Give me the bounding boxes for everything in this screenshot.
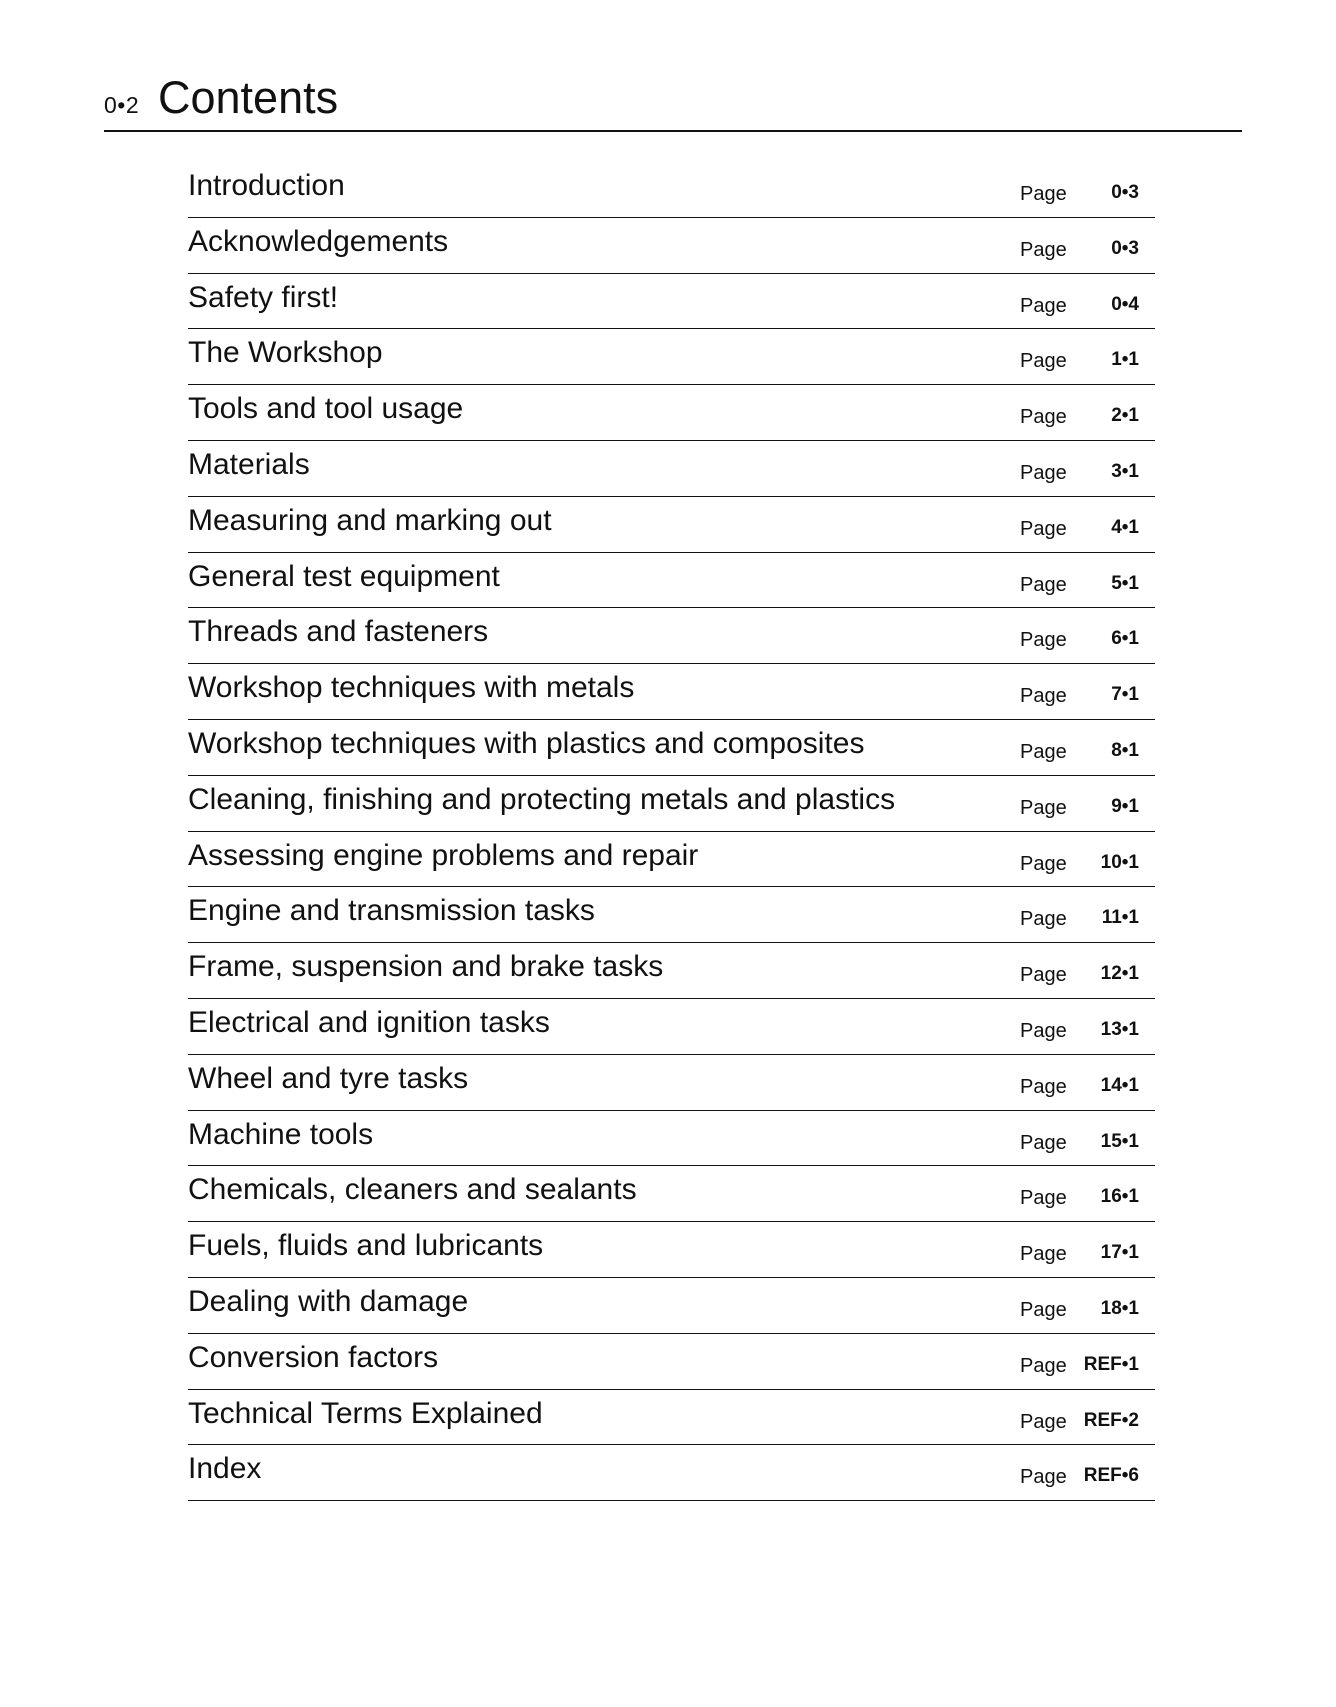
toc-page-label: Page bbox=[1020, 685, 1067, 708]
toc-page-label: Page bbox=[1020, 1187, 1067, 1210]
toc-entry[interactable] bbox=[188, 329, 1155, 385]
toc-entry-title: Measuring and marking out bbox=[188, 503, 552, 537]
toc-entry-title: Safety first! bbox=[188, 280, 339, 314]
toc-entry[interactable] bbox=[188, 497, 1155, 553]
toc-entry[interactable] bbox=[188, 1334, 1155, 1390]
toc-entry-title: Electrical and ignition tasks bbox=[188, 1005, 550, 1039]
toc-page-number: 16•1 bbox=[1100, 1186, 1139, 1208]
toc-entry-title: Conversion factors bbox=[188, 1340, 439, 1374]
toc-entry[interactable] bbox=[188, 1390, 1155, 1446]
toc-page-label: Page bbox=[1020, 629, 1067, 652]
toc-page-label: Page bbox=[1020, 350, 1067, 373]
toc-page-number: 3•1 bbox=[1111, 460, 1139, 482]
toc-entry-title: Tools and tool usage bbox=[188, 392, 464, 426]
toc-entry-title: Index bbox=[188, 1452, 262, 1486]
toc-page-number: 11•1 bbox=[1101, 907, 1139, 929]
toc-entry-title: General test equipment bbox=[188, 559, 500, 593]
toc-page-label: Page bbox=[1020, 1298, 1067, 1321]
toc-page-number: 6•1 bbox=[1111, 628, 1139, 650]
toc-entry[interactable] bbox=[188, 1055, 1155, 1111]
toc-page-label: Page bbox=[1020, 1243, 1067, 1266]
toc-entry-title: The Workshop bbox=[188, 336, 383, 370]
toc-page-label: Page bbox=[1020, 406, 1067, 429]
toc-page-number: 4•1 bbox=[1111, 516, 1139, 538]
toc-page-label: Page bbox=[1020, 1466, 1067, 1489]
toc-page-label: Page bbox=[1020, 796, 1067, 819]
toc-page-number: 8•1 bbox=[1111, 739, 1139, 761]
toc-page-number: 13•1 bbox=[1100, 1018, 1139, 1040]
toc-page-label: Page bbox=[1020, 740, 1067, 763]
toc-page-number: 0•3 bbox=[1111, 237, 1139, 259]
toc-entry-title: Frame, suspension and brake tasks bbox=[188, 950, 664, 984]
toc-page-number: 0•3 bbox=[1111, 182, 1139, 203]
toc-entry[interactable] bbox=[188, 441, 1155, 497]
toc-entry[interactable] bbox=[188, 720, 1155, 776]
toc-entry[interactable] bbox=[188, 999, 1155, 1055]
toc-entry[interactable] bbox=[188, 274, 1155, 330]
toc-page-label: Page bbox=[1020, 852, 1067, 875]
toc-entry-title: Materials bbox=[188, 447, 310, 481]
toc-page-number: 14•1 bbox=[1100, 1074, 1139, 1096]
toc-entry-title: Engine and transmission tasks bbox=[188, 894, 595, 928]
toc-entry[interactable] bbox=[188, 608, 1155, 664]
toc-page-number: 5•1 bbox=[1111, 572, 1139, 594]
toc-page-label: Page bbox=[1020, 183, 1067, 205]
toc-page-number: REF•1 bbox=[1083, 1353, 1139, 1375]
toc-entry[interactable] bbox=[188, 218, 1155, 274]
toc-entry[interactable] bbox=[188, 1278, 1155, 1334]
toc-page-number: 7•1 bbox=[1111, 684, 1139, 706]
toc-page-label: Page bbox=[1020, 1019, 1067, 1042]
table-of-contents bbox=[188, 162, 1155, 1501]
toc-entry[interactable] bbox=[188, 776, 1155, 832]
toc-page-label: Page bbox=[1020, 238, 1067, 261]
toc-entry-title: Dealing with damage bbox=[188, 1284, 469, 1318]
toc-entry-title: Threads and fasteners bbox=[188, 615, 489, 649]
toc-page-label: Page bbox=[1020, 908, 1067, 931]
toc-page-label: Page bbox=[1020, 1131, 1067, 1154]
toc-entry-title: Workshop techniques with metals bbox=[188, 671, 635, 705]
toc-page-number: 2•1 bbox=[1111, 405, 1139, 427]
toc-page-label: Page bbox=[1020, 461, 1067, 484]
toc-entry[interactable] bbox=[188, 887, 1155, 943]
toc-page-label: Page bbox=[1020, 1354, 1067, 1377]
toc-page-number: REF•6 bbox=[1083, 1465, 1139, 1487]
toc-page-number: 18•1 bbox=[1100, 1297, 1139, 1319]
page-header bbox=[104, 70, 1242, 132]
toc-page-number: 10•1 bbox=[1100, 851, 1139, 873]
toc-entry[interactable] bbox=[188, 1111, 1155, 1167]
toc-page-number: 0•4 bbox=[1111, 293, 1139, 315]
toc-entry-title: Chemicals, cleaners and sealants bbox=[188, 1173, 637, 1207]
toc-page-number: 12•1 bbox=[1100, 963, 1139, 985]
toc-page-label: Page bbox=[1020, 517, 1067, 540]
toc-entry[interactable] bbox=[188, 943, 1155, 999]
toc-entry-title: Introduction bbox=[188, 169, 345, 202]
toc-entry-title: Acknowledgements bbox=[188, 224, 449, 258]
toc-entry[interactable] bbox=[188, 385, 1155, 441]
toc-page-number: 9•1 bbox=[1111, 795, 1139, 817]
toc-entry-title: Technical Terms Explained bbox=[188, 1396, 543, 1430]
page-number: 0•2 bbox=[104, 92, 140, 118]
toc-entry[interactable] bbox=[188, 1222, 1155, 1278]
page-title: Contents bbox=[158, 72, 339, 123]
toc-page-number: 17•1 bbox=[1100, 1242, 1139, 1264]
toc-entry[interactable] bbox=[188, 1166, 1155, 1222]
toc-page-number: 15•1 bbox=[1100, 1130, 1139, 1152]
toc-page-number: 1•1 bbox=[1111, 349, 1139, 371]
toc-entry[interactable] bbox=[188, 162, 1155, 218]
toc-page-label: Page bbox=[1020, 294, 1067, 317]
toc-page-label: Page bbox=[1020, 573, 1067, 596]
toc-entry-title: Wheel and tyre tasks bbox=[188, 1061, 469, 1095]
toc-page-label: Page bbox=[1020, 964, 1067, 987]
toc-entry[interactable] bbox=[188, 1445, 1155, 1501]
toc-entry-title: Machine tools bbox=[188, 1117, 374, 1151]
toc-entry[interactable] bbox=[188, 832, 1155, 888]
toc-page-number: REF•2 bbox=[1083, 1409, 1139, 1431]
toc-entry-title: Assessing engine problems and repair bbox=[188, 838, 699, 872]
toc-entry[interactable] bbox=[188, 664, 1155, 720]
toc-page-label: Page bbox=[1020, 1410, 1067, 1433]
toc-entry[interactable] bbox=[188, 553, 1155, 609]
toc-entry-title: Workshop techniques with plastics and composites bbox=[188, 726, 865, 760]
toc-page-label: Page bbox=[1020, 1075, 1067, 1098]
toc-entry-title: Fuels, fluids and lubricants bbox=[188, 1229, 544, 1263]
toc-entry-title: Cleaning, finishing and protecting metals and plastics bbox=[188, 782, 896, 816]
